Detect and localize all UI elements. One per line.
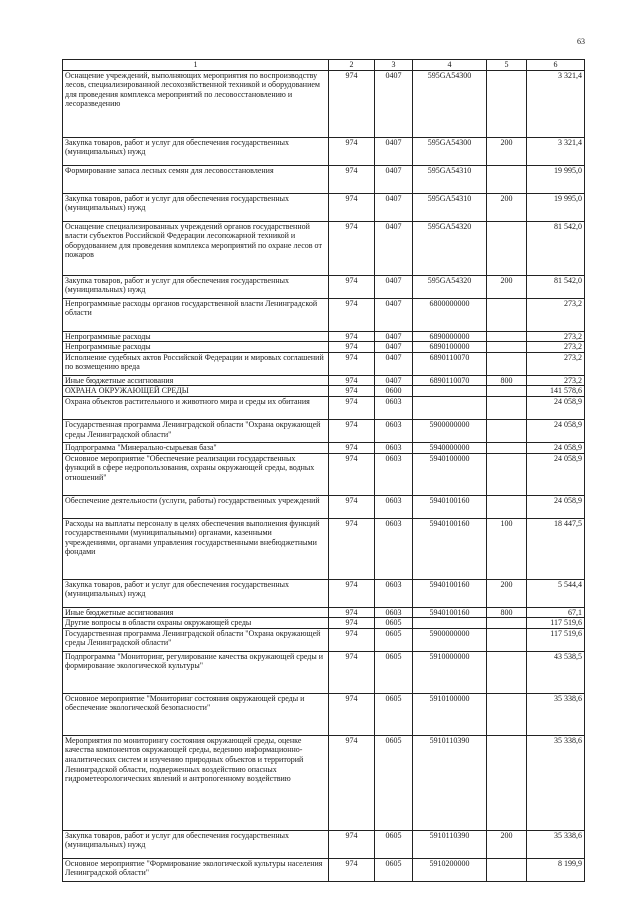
cell-sum: 273,2 [527, 375, 585, 386]
cell-rz: 0407 [375, 70, 413, 137]
cell-vr [487, 693, 527, 735]
cell-csr: 5900000000 [413, 419, 487, 442]
cell-ved: 974 [329, 375, 375, 386]
cell-name: Подпрограмма "Мониторинг, регулирование качества окружающей среды и формирование экологической культуры" [63, 651, 329, 693]
cell-ved: 974 [329, 193, 375, 221]
table-row [63, 735, 585, 830]
cell-name: Закупка товаров, работ и услуг для обеспечения государственных (муниципальных) нужд [63, 275, 329, 298]
cell-name: Основное мероприятие "Обеспечение реализации государственных функций в сфере недропользования, охраны окружающей среды, водных отношений" [63, 453, 329, 495]
table-row [63, 375, 585, 386]
header-cell: 6 [527, 60, 585, 71]
cell-ved: 974 [329, 442, 375, 453]
cell-rz: 0603 [375, 495, 413, 518]
cell-name: Подпрограмма "Минерально-сырьевая база" [63, 442, 329, 453]
cell-name: Исполнение судебных актов Российской Федерации и мировых соглашений по возмещению вреда [63, 352, 329, 375]
cell-ved: 974 [329, 70, 375, 137]
cell-name: Непрограммные расходы [63, 331, 329, 342]
cell-sum: 273,2 [527, 342, 585, 353]
table-row [63, 518, 585, 579]
cell-ved: 974 [329, 651, 375, 693]
cell-sum: 24 058,9 [527, 495, 585, 518]
cell-csr: 6890100000 [413, 342, 487, 353]
table-row [63, 165, 585, 193]
cell-vr [487, 70, 527, 137]
cell-sum: 35 338,6 [527, 830, 585, 858]
cell-csr [413, 396, 487, 419]
cell-vr: 200 [487, 830, 527, 858]
cell-sum: 24 058,9 [527, 442, 585, 453]
cell-csr: 595GA54310 [413, 193, 487, 221]
cell-csr: 5910200000 [413, 858, 487, 881]
cell-sum: 24 058,9 [527, 396, 585, 419]
cell-ved: 974 [329, 396, 375, 419]
table-row [63, 331, 585, 342]
cell-rz: 0407 [375, 221, 413, 275]
cell-rz: 0407 [375, 298, 413, 331]
cell-name: Закупка товаров, работ и услуг для обеспечения государственных (муниципальных) нужд [63, 579, 329, 607]
cell-sum: 8 199,9 [527, 858, 585, 881]
cell-sum: 117 519,6 [527, 618, 585, 629]
table-row [63, 495, 585, 518]
cell-ved: 974 [329, 579, 375, 607]
cell-vr [487, 618, 527, 629]
cell-vr [487, 221, 527, 275]
cell-sum: 67,1 [527, 607, 585, 618]
cell-rz: 0603 [375, 453, 413, 495]
cell-csr: 595GA54300 [413, 70, 487, 137]
cell-name: Закупка товаров, работ и услуг для обеспечения государственных (муниципальных) нужд [63, 193, 329, 221]
cell-sum: 5 544,4 [527, 579, 585, 607]
cell-rz: 0407 [375, 165, 413, 193]
cell-sum: 19 995,0 [527, 193, 585, 221]
table-row [63, 419, 585, 442]
cell-csr: 6890000000 [413, 331, 487, 342]
cell-ved: 974 [329, 858, 375, 881]
cell-rz: 0407 [375, 331, 413, 342]
cell-vr [487, 735, 527, 830]
cell-ved: 974 [329, 495, 375, 518]
cell-name: Закупка товаров, работ и услуг для обеспечения государственных (муниципальных) нужд [63, 830, 329, 858]
header-cell: 1 [63, 60, 329, 71]
cell-vr: 200 [487, 193, 527, 221]
cell-csr: 5940100000 [413, 453, 487, 495]
table-row [63, 628, 585, 651]
cell-rz: 0407 [375, 137, 413, 165]
cell-sum: 141 578,6 [527, 386, 585, 397]
cell-ved: 974 [329, 165, 375, 193]
cell-name: Обеспечение деятельности (услуги, работы) государственных учреждений [63, 495, 329, 518]
cell-csr: 6800000000 [413, 298, 487, 331]
cell-ved: 974 [329, 342, 375, 353]
cell-name: Непрограммные расходы органов государственной власти Ленинградской области [63, 298, 329, 331]
header-cell: 5 [487, 60, 527, 71]
cell-ved: 974 [329, 298, 375, 331]
cell-vr [487, 342, 527, 353]
cell-vr [487, 651, 527, 693]
cell-vr: 800 [487, 607, 527, 618]
cell-csr: 5940000000 [413, 442, 487, 453]
cell-csr [413, 386, 487, 397]
table-row [63, 858, 585, 881]
cell-vr [487, 453, 527, 495]
cell-name: Расходы на выплаты персоналу в целях обеспечения выполнения функций государственными (муниципальными) органами, казенными учреждениями, органами управления государственными внебюджетными фондами [63, 518, 329, 579]
table-row [63, 453, 585, 495]
cell-name: Основное мероприятие "Мониторинг состояния окружающей среды и обеспечение экологической безопасности" [63, 693, 329, 735]
cell-name: Оснащение учреждений, выполняющих мероприятия по воспроизводству лесов, специализированной лесохозяйственной техникой и оборудованием для проведения комплекса мероприятий по лесовосстановлению и лесоразведению [63, 70, 329, 137]
cell-sum: 24 058,9 [527, 453, 585, 495]
cell-vr [487, 331, 527, 342]
cell-ved: 974 [329, 628, 375, 651]
cell-vr [487, 386, 527, 397]
cell-sum: 117 519,6 [527, 628, 585, 651]
cell-ved: 974 [329, 693, 375, 735]
cell-csr: 5910110390 [413, 735, 487, 830]
cell-sum: 35 338,6 [527, 693, 585, 735]
cell-rz: 0603 [375, 396, 413, 419]
cell-sum: 273,2 [527, 331, 585, 342]
cell-name: Иные бюджетные ассигнования [63, 375, 329, 386]
cell-rz: 0603 [375, 442, 413, 453]
cell-vr [487, 165, 527, 193]
cell-rz: 0605 [375, 830, 413, 858]
table-row [63, 607, 585, 618]
budget-table [62, 59, 585, 882]
cell-vr: 800 [487, 375, 527, 386]
table-row [63, 396, 585, 419]
cell-csr: 5940100160 [413, 607, 487, 618]
cell-sum: 273,2 [527, 352, 585, 375]
table-row [63, 70, 585, 137]
cell-name: Закупка товаров, работ и услуг для обеспечения государственных (муниципальных) нужд [63, 137, 329, 165]
cell-csr: 595GA54320 [413, 275, 487, 298]
cell-vr [487, 298, 527, 331]
cell-sum: 43 538,5 [527, 651, 585, 693]
cell-ved: 974 [329, 419, 375, 442]
cell-sum: 81 542,0 [527, 275, 585, 298]
cell-name: Мероприятия по мониторингу состояния окружающей среды, оценке качества компонентов окружающей среды, ведению информационно-аналитических систем и изучению природных объектов и территорий Ленинградской области, подверженных воздействию опасных гидрометеорологических явлений и антропогенному воздействию [63, 735, 329, 830]
cell-ved: 974 [329, 618, 375, 629]
cell-ved: 974 [329, 386, 375, 397]
cell-csr: 5910100000 [413, 693, 487, 735]
cell-rz: 0605 [375, 735, 413, 830]
cell-rz: 0407 [375, 193, 413, 221]
cell-vr: 200 [487, 275, 527, 298]
cell-vr [487, 858, 527, 881]
cell-sum: 3 321,4 [527, 70, 585, 137]
cell-csr: 595GA54320 [413, 221, 487, 275]
header-cell: 4 [413, 60, 487, 71]
cell-ved: 974 [329, 352, 375, 375]
table-row [63, 618, 585, 629]
table-row [63, 342, 585, 353]
cell-csr: 5940100160 [413, 495, 487, 518]
cell-name: Государственная программа Ленинградской области "Охрана окружающей среды Ленинградской области" [63, 419, 329, 442]
cell-csr: 6890110070 [413, 375, 487, 386]
cell-vr [487, 352, 527, 375]
table-row [63, 137, 585, 165]
cell-rz: 0603 [375, 518, 413, 579]
cell-sum: 35 338,6 [527, 735, 585, 830]
table-row [63, 830, 585, 858]
cell-sum: 19 995,0 [527, 165, 585, 193]
table-row [63, 193, 585, 221]
table-row [63, 221, 585, 275]
cell-csr: 5910000000 [413, 651, 487, 693]
cell-csr: 595GA54300 [413, 137, 487, 165]
cell-ved: 974 [329, 453, 375, 495]
cell-ved: 974 [329, 221, 375, 275]
cell-csr: 5940100160 [413, 579, 487, 607]
header-row [63, 60, 585, 71]
table-row [63, 651, 585, 693]
cell-vr [487, 628, 527, 651]
table-row [63, 298, 585, 331]
table-row [63, 693, 585, 735]
header-cell: 2 [329, 60, 375, 71]
cell-rz: 0407 [375, 352, 413, 375]
cell-vr [487, 495, 527, 518]
cell-vr [487, 442, 527, 453]
cell-sum: 24 058,9 [527, 419, 585, 442]
cell-vr: 200 [487, 137, 527, 165]
cell-vr: 200 [487, 579, 527, 607]
table-row [63, 579, 585, 607]
cell-name: Другие вопросы в области охраны окружающей среды [63, 618, 329, 629]
cell-rz: 0605 [375, 618, 413, 629]
cell-name: Непрограммные расходы [63, 342, 329, 353]
cell-name: Государственная программа Ленинградской области "Охрана окружающей среды Ленинградской области" [63, 628, 329, 651]
cell-rz: 0603 [375, 419, 413, 442]
table-row [63, 275, 585, 298]
cell-rz: 0600 [375, 386, 413, 397]
cell-ved: 974 [329, 830, 375, 858]
page-number: 63 [577, 37, 585, 46]
cell-name: Основное мероприятие "Формирование экологической культуры населения Ленинградской области" [63, 858, 329, 881]
cell-name: ОХРАНА ОКРУЖАЮЩЕЙ СРЕДЫ [63, 386, 329, 397]
cell-name: Охрана объектов растительного и животного мира и среды их обитания [63, 396, 329, 419]
cell-rz: 0605 [375, 693, 413, 735]
cell-csr [413, 618, 487, 629]
cell-name: Оснащение специализированных учреждений органов государственной власти субъектов Российской Федерации лесопожарной техникой и оборудованием для проведения комплекса мероприятий по охране лесов от пожаров [63, 221, 329, 275]
table-row [63, 386, 585, 397]
cell-rz: 0605 [375, 651, 413, 693]
cell-ved: 974 [329, 331, 375, 342]
cell-csr: 6890110070 [413, 352, 487, 375]
cell-vr [487, 419, 527, 442]
cell-sum: 273,2 [527, 298, 585, 331]
table-row [63, 352, 585, 375]
cell-csr: 595GA54310 [413, 165, 487, 193]
cell-rz: 0407 [375, 275, 413, 298]
cell-ved: 974 [329, 607, 375, 618]
cell-ved: 974 [329, 275, 375, 298]
cell-rz: 0407 [375, 375, 413, 386]
header-cell: 3 [375, 60, 413, 71]
cell-ved: 974 [329, 518, 375, 579]
cell-csr: 5940100160 [413, 518, 487, 579]
cell-name: Иные бюджетные ассигнования [63, 607, 329, 618]
cell-rz: 0605 [375, 858, 413, 881]
cell-vr: 100 [487, 518, 527, 579]
cell-sum: 3 321,4 [527, 137, 585, 165]
cell-sum: 81 542,0 [527, 221, 585, 275]
cell-rz: 0407 [375, 342, 413, 353]
cell-ved: 974 [329, 735, 375, 830]
cell-name: Формирование запаса лесных семян для лесовосстановления [63, 165, 329, 193]
table-row [63, 442, 585, 453]
cell-ved: 974 [329, 137, 375, 165]
cell-rz: 0605 [375, 628, 413, 651]
cell-sum: 18 447,5 [527, 518, 585, 579]
cell-rz: 0603 [375, 607, 413, 618]
cell-csr: 5910110390 [413, 830, 487, 858]
cell-vr [487, 396, 527, 419]
cell-csr: 5900000000 [413, 628, 487, 651]
cell-rz: 0603 [375, 579, 413, 607]
